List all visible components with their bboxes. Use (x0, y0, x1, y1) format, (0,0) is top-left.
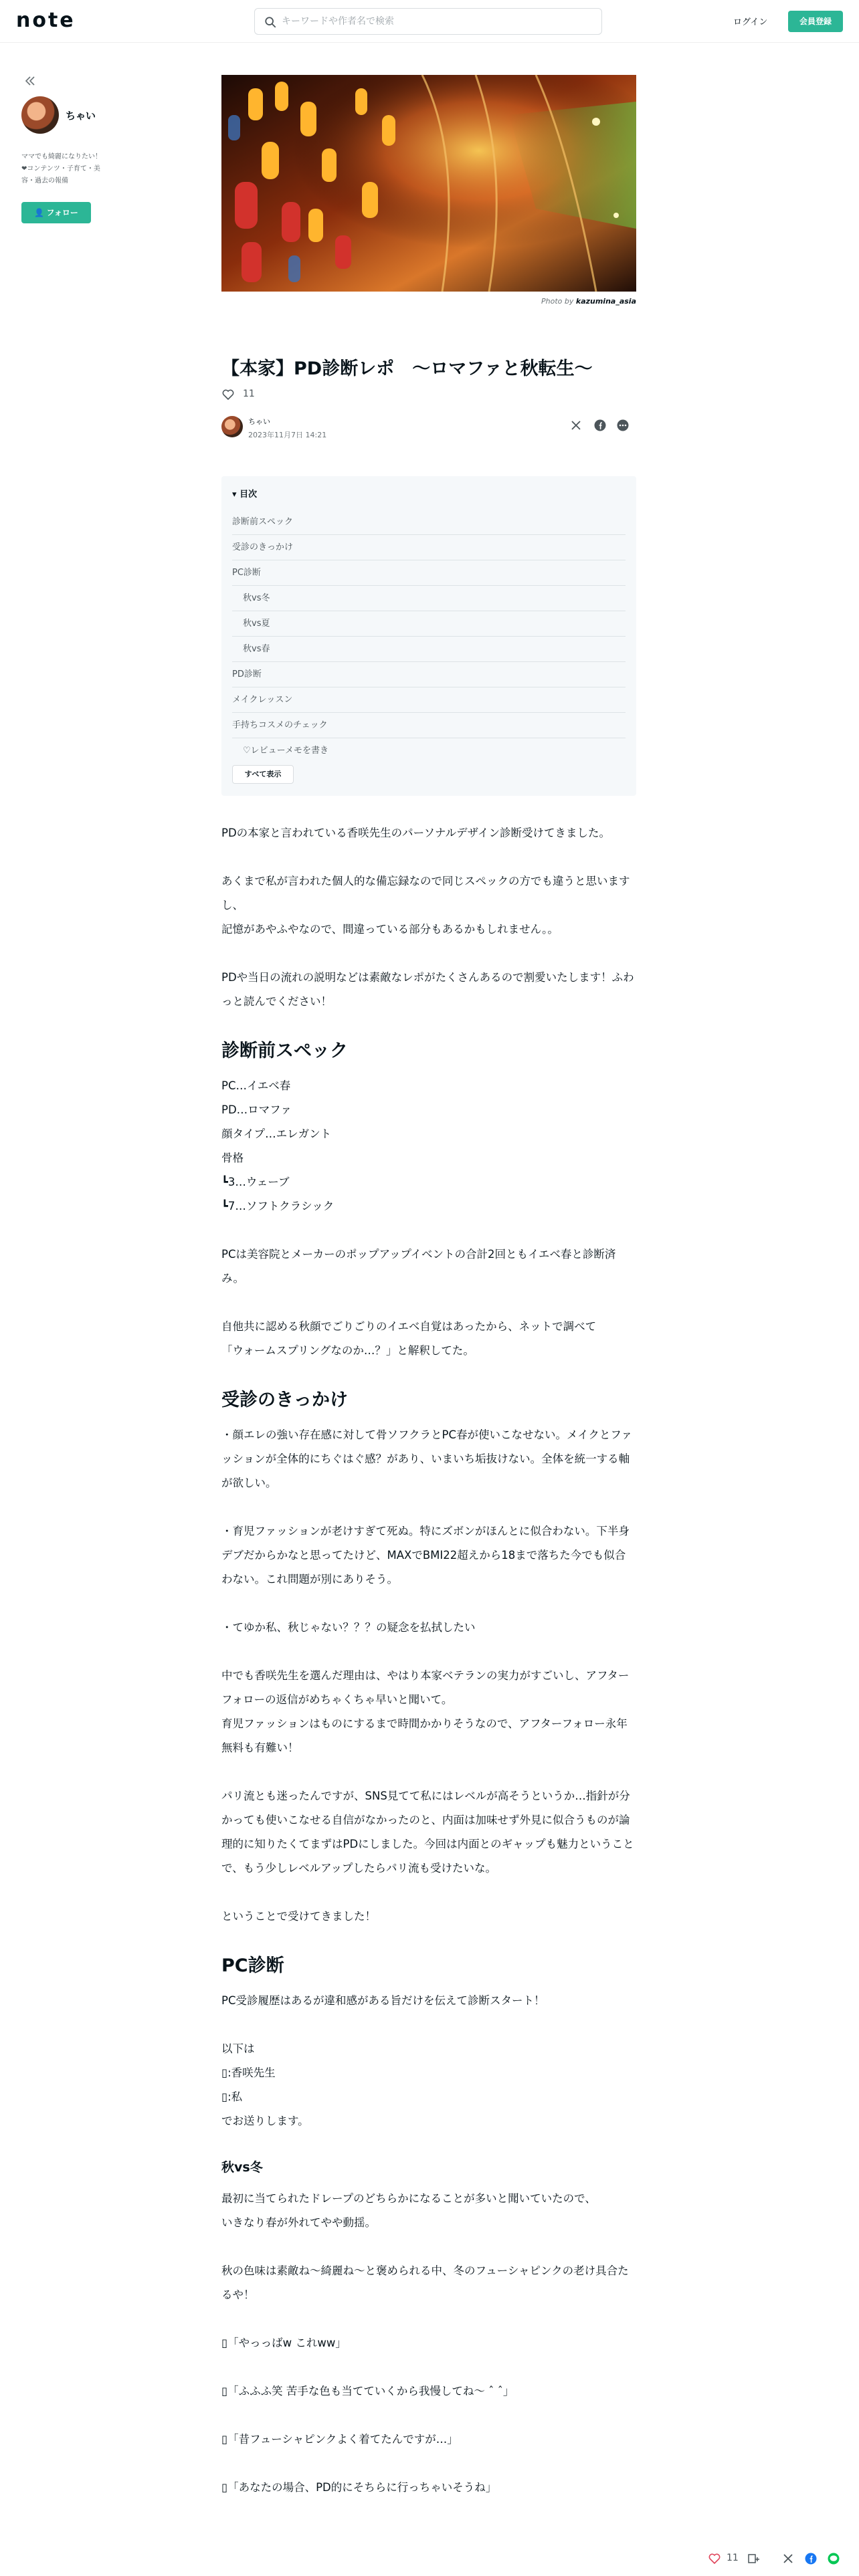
photo-credit-name[interactable]: kazumina_asia (575, 297, 636, 306)
toc-item[interactable]: 秋vs夏 (232, 611, 626, 637)
text-line: 最初に当てられたドレープのどちらかになることが多いと聞いていたので、 (221, 2192, 596, 2205)
search-box[interactable] (254, 8, 602, 35)
toc-item[interactable]: 秋vs春 (232, 637, 626, 662)
dialogue-line: ▯「ふふふ笑 苦手な色も当てていくから我慢してね〜 ˆ ˆ」 (221, 2385, 514, 2397)
byline-avatar[interactable] (221, 416, 243, 437)
dialogue-line: ▯「昔フューシャピンクよく着てたんですが…」 (221, 2433, 458, 2446)
author-name[interactable]: ちゃい (66, 110, 96, 122)
article-title: 【本家】PD診断レポ 〜ロマファと秋転生〜 (221, 358, 593, 379)
x-share-icon[interactable] (781, 2552, 795, 2565)
text-line: 骨格 (221, 1152, 244, 1164)
toc-item[interactable]: 手持ちコスメのチェック (232, 713, 626, 738)
article-body (221, 821, 636, 2500)
toc-item[interactable]: ♡レビューメモを書き (243, 746, 329, 756)
text-line: 自他共に認める秋顔でごりごりのイエベ自覚はあったから、ネットで調べて (221, 1320, 597, 1333)
dialogue-line: ▯「あなたの場合、PD的にそちらに行っちゃいそうね」 (221, 2481, 497, 2494)
toc-heading-label: 目次 (240, 490, 258, 500)
line-share-icon[interactable] (827, 2552, 840, 2565)
paragraph (221, 2037, 636, 2133)
paragraph (221, 1664, 636, 1760)
global-header (0, 0, 859, 43)
paragraph (221, 869, 636, 942)
toc-item[interactable]: PD診断 (232, 662, 626, 687)
toc-item[interactable]: PC診断 (232, 560, 626, 586)
text-line: PC…イエベ春 (221, 1079, 291, 1092)
byline-author[interactable]: ちゃい (248, 417, 270, 426)
photo-credit (221, 297, 636, 306)
search-icon (264, 16, 276, 28)
more-share-icon[interactable] (616, 419, 630, 432)
dialogue-line: ▯「やっっばw これww」 (221, 2337, 347, 2349)
paragraph: ・てゆか私、秋じゃない？？？の疑念を払拭したい (221, 1621, 476, 1634)
paragraph: ・育児ファッションが老けすぎて死ぬ。特にズボンがほんとに似合わない。下半身デブだからかなと思ってたけど、MAXでBMI22超えから18まで落ちた今でも似合わない。これ問題が別にありそう。 (221, 1525, 630, 1586)
paragraph (221, 2187, 636, 2235)
toc-show-all-button[interactable]: すべて表示 (232, 765, 294, 784)
search-input[interactable] (282, 9, 596, 34)
paragraph: ・顔エレの強い存在感に対して骨ソフクラとPC春が使いこなせない。メイクとファッションが全体的にちぐはぐ感？があり、いまいち垢抜けない。全体を統一する軸が欲しい。 (221, 1428, 632, 1489)
toc-item[interactable]: 秋vs冬 (232, 586, 626, 611)
paragraph: PC受診履歴はあるが違和感がある旨だけを伝えて診断スタート！ (221, 1994, 545, 2007)
heading-autumn-winter: 秋vs冬 (221, 2160, 263, 2175)
toc-caret-icon: ▾ (232, 490, 237, 500)
paragraph: ということで受けてきました！ (221, 1910, 376, 1923)
photo-credit-prefix: Photo by (541, 297, 574, 306)
toc-list (232, 510, 626, 764)
text-line: でお送りします。 (221, 2115, 309, 2127)
text-line: ┗3…ウェーブ (221, 1176, 290, 1188)
toc-item[interactable]: メイクレッスン (232, 687, 626, 713)
cathedral-photo (221, 75, 636, 292)
magazine-add-icon[interactable] (747, 2552, 760, 2565)
paragraph: 秋の色味は素敵ね〜綺麗ね〜と褒められる中、冬のフューシャピンクの老け具合たるや！ (221, 2264, 629, 2301)
facebook-share-icon[interactable] (593, 419, 607, 432)
text-line: ▯:私 (221, 2090, 243, 2103)
heading-spec: 診断前スペック (221, 1041, 348, 1061)
toc-heading[interactable] (232, 487, 257, 500)
text-line: 育児ファッションはものにするまで時間かかりそうなので、アフターフォロー永年無料も有難い！ (221, 1717, 628, 1754)
paragraph: PCは美容院とメーカーのポップアップイベントの合計2回ともイエベ春と診断済み。 (221, 1248, 616, 1285)
text-line: 記憶があやふやなので、間違っている部分もあるかもしれません。。 (221, 923, 559, 936)
table-of-contents (221, 476, 636, 796)
author-bio: ママでも綺麗になりたい！❤︎コンテンツ・子育て・美容・過去の報備 (21, 153, 102, 185)
floating-like-count: 11 (727, 2553, 739, 2563)
spec-list (221, 1074, 636, 1218)
paragraph: PDや当日の流れの説明などは素敵なレポがたくさんあるので割愛いたします！ふわっと読んでください！ (221, 971, 634, 1008)
text-line: ▯:香咲先生 (221, 2066, 276, 2079)
login-link[interactable]: ログイン (733, 17, 768, 27)
follow-label: フォロー (46, 208, 78, 217)
x-share-icon[interactable] (569, 419, 583, 432)
signup-button[interactable]: 会員登録 (788, 11, 843, 32)
follow-user-icon: 👤 (34, 208, 45, 217)
text-line: 以下は (221, 2042, 255, 2055)
publish-date: 2023年11月7日 14:21 (248, 431, 327, 439)
text-line: 中でも香咲先生を選んだ理由は、やはり本家ベテランの実力がすごいし、アフターフォローの返信がめちゃくちゃ早いと聞いて。 (221, 1669, 630, 1706)
note-logo[interactable]: note (16, 9, 76, 32)
floating-heart-icon[interactable] (708, 2552, 721, 2565)
collapse-sidebar-icon[interactable] (24, 75, 36, 87)
follow-button[interactable] (21, 202, 91, 223)
paragraph (221, 1315, 636, 1363)
like-count: 11 (243, 389, 255, 399)
paragraph: PDの本家と言われている香咲先生のパーソナルデザイン診断受けてきました。 (221, 827, 611, 839)
text-line: PD…ロマファ (221, 1103, 292, 1116)
heading-pc: PC診断 (221, 1955, 284, 1976)
facebook-share-icon[interactable] (804, 2552, 818, 2565)
heading-reason: 受診のきっかけ (221, 1390, 348, 1410)
text-line: 顔タイプ…エレガント (221, 1128, 332, 1140)
toc-item[interactable]: 診断前スペック (232, 510, 626, 535)
text-line: ┗7…ソフトクラシック (221, 1200, 335, 1212)
heart-icon[interactable] (221, 388, 235, 401)
text-line: 「ウォームスプリングなのか…？」と解釈してた。 (221, 1344, 474, 1357)
author-avatar[interactable] (21, 96, 59, 134)
toc-item[interactable]: 受診のきっかけ (232, 535, 626, 560)
text-line: いきなり春が外れてやや動揺。 (221, 2216, 376, 2229)
text-line: あくまで私が言われた個人的な備忘録なので同じスペックの方でも違うと思いますし、 (221, 875, 630, 911)
paragraph: パリ流とも迷ったんですが、SNS見てて私にはレベルが高そうというか…指針が分かっても使いこなせる自信がなかったのと、内面は加味せず外見に似合うものが論理的に知りたくてまずはPDにしました。今回は内面とのギャップも魅力ということで、もう少しレベルアップしたらパリ流も受けたいな。 (221, 1790, 634, 1874)
hero-image (221, 75, 636, 292)
